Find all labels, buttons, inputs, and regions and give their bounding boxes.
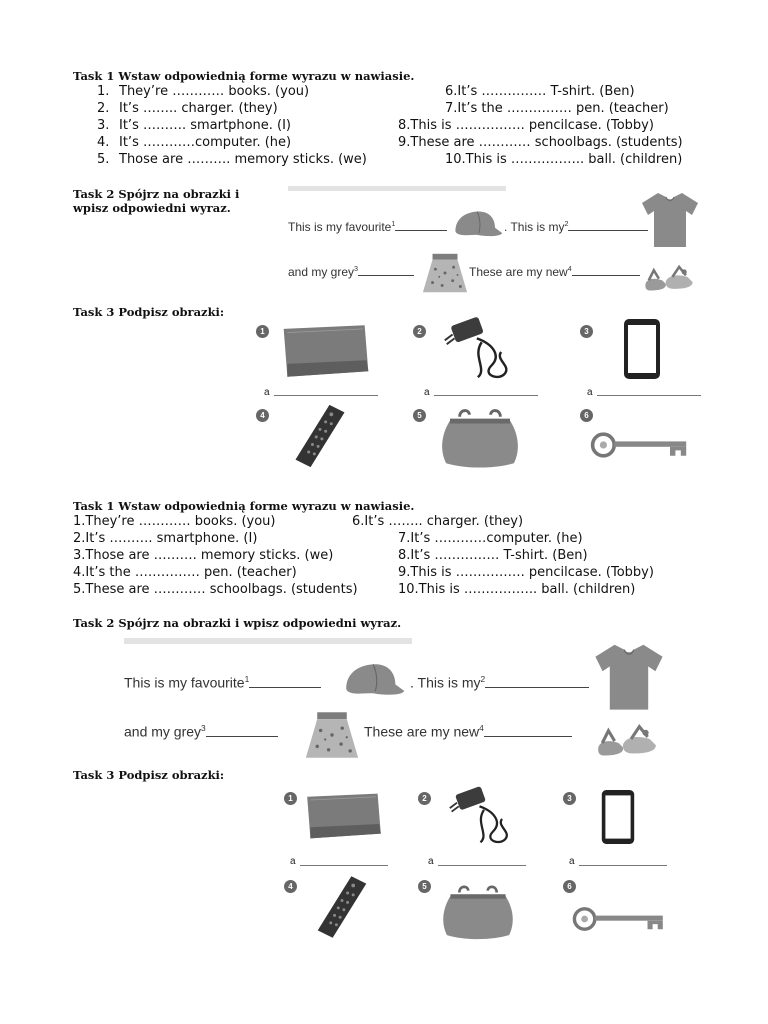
task2-title: Task 2 Spójrz na obrazki i wpisz odpowiedni wyraz. [73,187,240,215]
list-item: 5.These are ………… schoolbags. (students) [73,582,358,597]
label-article: a [424,387,430,398]
picture-line-1: This is my favourite$^1$ [124,674,321,691]
list-item: 3.Those are ………. memory sticks. (we) [73,548,334,563]
list-item: 2.It’s ………. smartphone. (I) [73,531,258,546]
sandals-image [642,259,696,295]
list-item: 9.These are ………… schoolbags. (students) [398,135,683,150]
answer-line [274,395,378,396]
label-article: a [569,856,575,867]
item-number: 2 [413,325,426,338]
charger-image [430,786,520,850]
list-item: 10.This is …………….. ball. (children) [398,582,636,597]
tshirt-image [640,189,700,249]
list-item: 7.It’s the …………… pen. (teacher) [445,101,669,116]
list-item: 8.This is ……………. pencilcase. (Tobby) [398,118,654,133]
key-image [570,902,674,936]
remote-image [290,403,350,469]
answer-line [579,865,667,866]
item-number: 6 [580,409,593,422]
item-number: 1 [256,325,269,338]
list-item: 2. It’s …….. charger. (they) [97,101,278,116]
task3-title-copy: Task 3 Podpisz obrazki: [73,768,225,782]
blank-3 [206,736,278,737]
item-number: 5 [413,409,426,422]
skirt-image [421,251,469,295]
list-item: 4.It’s the …………… pen. (teacher) [73,565,297,580]
item-number: 6 [563,880,576,893]
item-number: 1 [284,792,297,805]
task3-picture-large [280,782,690,950]
wallet-image [304,790,384,842]
list-item: 6.It’s …………… T-shirt. (Ben) [445,84,635,99]
blank-2 [485,687,589,688]
item-number: 4 [256,409,269,422]
list-item: 9.This is ……………. pencilcase. (Tobby) [398,565,654,580]
remote-image [314,872,370,942]
answer-line [597,395,701,396]
list-item: 3. It’s ………. smartphone. (I) [97,118,292,133]
task2-picture-large [124,634,674,764]
label-article: a [264,387,270,398]
picture-line-2b: These are my new$^4$ [364,723,572,740]
label-article: a [587,387,593,398]
blank-4 [572,275,640,276]
label-article: a [428,856,434,867]
item-number: 5 [418,880,431,893]
charger-image [422,317,522,385]
item-number: 3 [563,792,576,805]
list-item: 10.This is …………….. ball. (children) [445,152,683,167]
task2-title-copy: Task 2 Spójrz na obrazki i wpisz odpowiedni wyraz. [73,616,402,630]
item-number: 3 [580,325,593,338]
purse-image [438,882,518,942]
task3-picture [250,315,720,480]
blank-1 [249,687,321,688]
smartphone-image [622,317,662,381]
task2-picture [288,183,708,301]
item-number: 4 [284,880,297,893]
blank-4 [484,736,572,737]
tshirt-image [592,640,666,712]
blank-1 [395,230,447,231]
picture-top-bar [124,638,412,644]
list-item: 8.It’s …………… T-shirt. (Ben) [398,548,588,563]
picture-line-2: and my grey$^3$ [124,723,278,740]
item-number: 2 [418,792,431,805]
picture-line-1b: . This is $my^2$ [410,674,589,691]
list-item: 6.It’s …….. charger. (they) [352,514,524,529]
purse-image [436,407,524,469]
picture-line-1b: . This is $my^2$ [504,219,648,234]
task1-title: Task 1 Wstaw odpowiednią forme wyrazu w nawiasie. [73,69,415,83]
key-image [588,427,698,463]
list-item: 1.They’re ………… books. (you) [73,514,276,529]
answer-line [300,865,388,866]
cap-image [338,662,408,700]
cap-image [450,209,504,241]
task1-title-copy: Task 1 Wstaw odpowiednią forme wyrazu w nawiasie. [73,499,415,513]
task3-title: Task 3 Podpisz obrazki: [73,305,225,319]
blank-2 [568,230,648,231]
list-item: 7.It’s …………computer. (he) [398,531,583,546]
picture-top-bar [288,186,506,191]
answer-line [438,865,526,866]
list-item: 1. They’re ………… books. (you) [97,84,310,99]
picture-line-1: This is my favourite$^1$ [288,219,447,234]
blank-3 [358,275,414,276]
list-item: 5. Those are ………. memory sticks. (we) [97,152,367,167]
sandals-image [594,718,660,760]
picture-line-2b: These are my new$^4$ [469,264,640,279]
skirt-image [302,710,362,760]
answer-line [434,395,538,396]
wallet-image [280,323,372,379]
label-article: a [290,856,296,867]
list-item: 4. It’s …………computer. (he) [97,135,292,150]
smartphone-image [600,786,636,848]
picture-line-2: and my grey$^3$ [288,264,414,279]
